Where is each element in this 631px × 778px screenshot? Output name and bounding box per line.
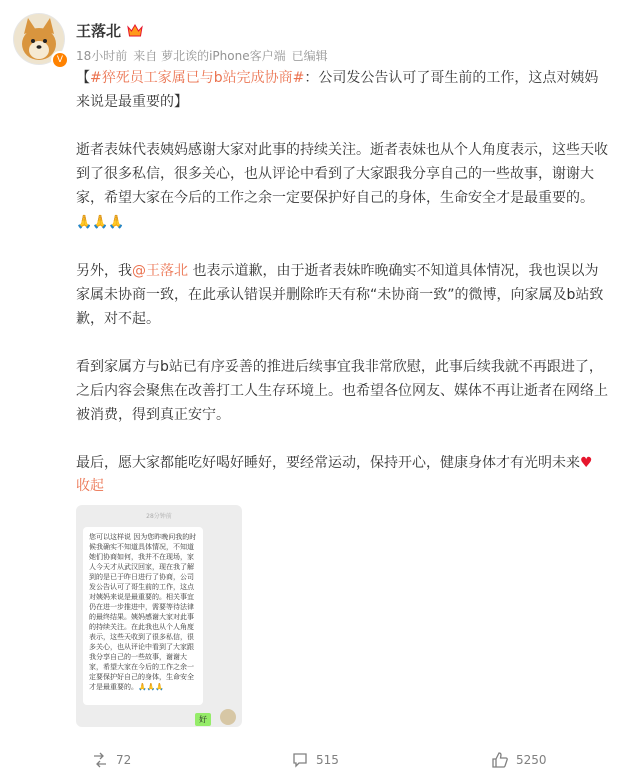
mention-link[interactable]: @王落北 <box>132 263 188 279</box>
post-source: 来自 萝北诶的iPhone客户端 <box>133 49 286 63</box>
post-paragraph-2: 逝者表妹代表姨妈感谢大家对此事的持续关注。逝者表妹也从个人角度表示，这些天收到了很多私信，很多关心，也从评论中看到了大家跟我分享自己的一些故事，谢谢大家，希望大家在今后的工作之余一定要保护好自己的身体，生命安全才是最重要的。 🙏🙏🙏 <box>76 142 608 230</box>
post-image[interactable] <box>76 505 242 727</box>
action-bar <box>0 745 631 775</box>
chat-reply-bubble: 好 <box>195 713 211 726</box>
post-paragraph-4: 看到家属方与b站已有序妥善的推进后续事宜我非常欣慰，此事后续我就不再跟进了，之后内容会聚焦在改善打工人生存环境上。也希望各位网友、媒体不再让逝者在网络上被消费，得到真正安宁。 <box>76 359 608 423</box>
post-content <box>76 66 611 498</box>
comment-icon <box>292 752 308 768</box>
chat-message-bubble: 您可以这样说 因为您昨晚问我的时候我确实不知道具体情况，不知道她们协商如何，我并不在现场，家人今天才从武汉回家，现在我了解到的是已于昨日进行了协商，公司发公告认可了哥生前的工作，这点对姨妈来说是最重要的。相关事宜仍在进一步推进中，需要等待法律的最终结果。姨妈感谢大家对此事的持续关注。在此我也从个人角度表示，这些天收到了很多私信，很多关心，也从评论中看到了大家跟我分享自己的一些故事，谢谢大家，希望大家在今后的工作之余一定要保护好自己的身体，生命安全才是最重要的。🙏🙏🙏 <box>83 527 203 705</box>
heart-emoji-icon: ♥ <box>580 455 593 471</box>
hashtag-link[interactable]: #猝死员工家属已与b站完成协商# <box>90 70 305 86</box>
chat-avatar-icon <box>220 709 236 725</box>
like-button[interactable] <box>492 752 547 768</box>
post-paragraph-5: 最后，愿大家都能吃好喝好睡好，要经常运动，保持开心，健康身体才有光明未来♥ 收起 <box>76 451 611 498</box>
repost-button[interactable] <box>92 752 131 768</box>
post-paragraph-1: 【#猝死员工家属已与b站完成协商#：公司发公告认可了哥生前的工作，这点对姨妈来说是最重要的】 <box>76 70 599 110</box>
crown-badge-icon[interactable] <box>127 24 143 37</box>
edited-label[interactable]: 已编辑 <box>291 49 328 63</box>
pray-emoji-icon: 🙏🙏🙏 <box>76 215 125 230</box>
comment-count: 515 <box>316 753 339 767</box>
repost-count: 72 <box>116 753 132 767</box>
author-name[interactable]: 王落北 <box>76 22 122 40</box>
thumbs-up-icon <box>492 752 508 768</box>
like-count: 5250 <box>516 753 547 767</box>
author-header <box>76 20 143 41</box>
repost-icon <box>92 752 108 768</box>
post-time[interactable]: 18小时前 <box>76 49 128 63</box>
post-paragraph-3: 另外，我@王落北 也表示道歉，由于逝者表妹昨晚确实不知道具体情况，我也误以为家属未协商一致，在此承认错误并删除昨天有称“未协商一致”的微博，向家属及b站致歉，对不起。 <box>76 263 604 327</box>
collapse-link[interactable]: 收起 <box>76 478 104 494</box>
chat-timestamp: 28分钟前 <box>146 513 172 520</box>
post-meta <box>76 47 328 64</box>
comment-button[interactable] <box>292 752 339 768</box>
verified-badge-icon: V <box>51 51 69 69</box>
